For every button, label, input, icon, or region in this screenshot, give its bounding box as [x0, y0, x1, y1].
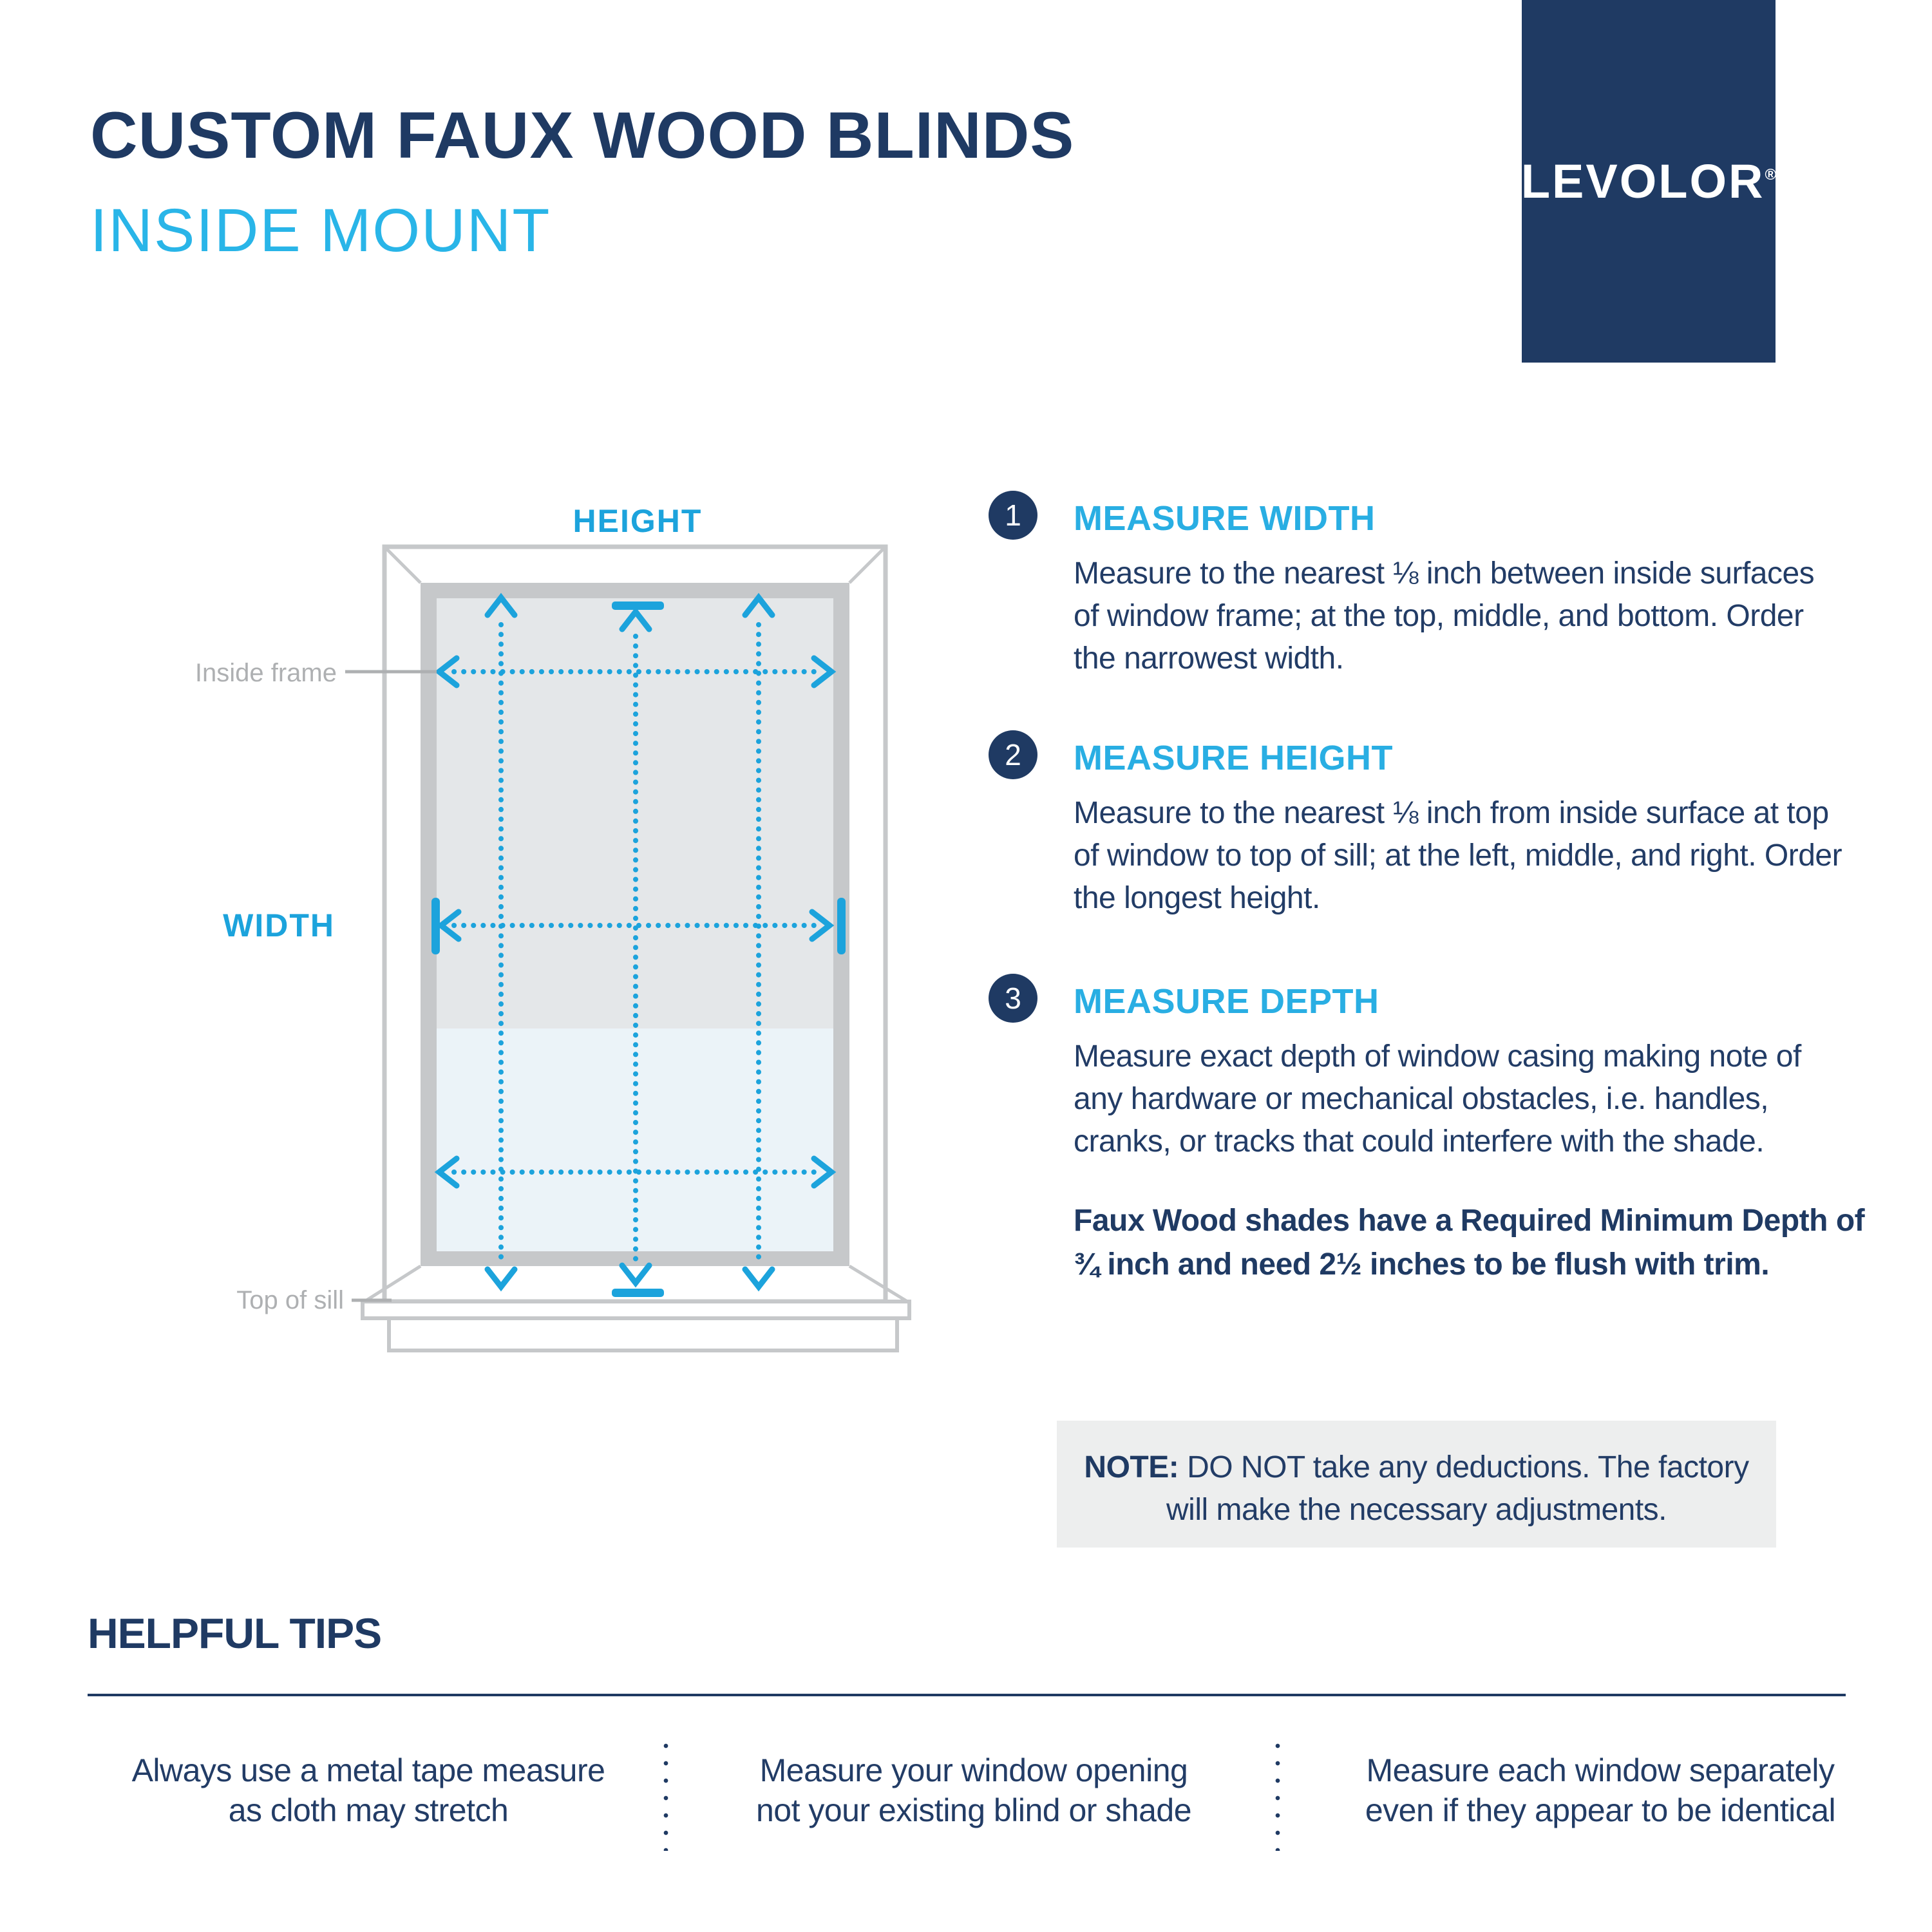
step-measure-width: [989, 491, 1871, 680]
step-content: [1074, 491, 1871, 680]
tip-line-1: Always use a metal tape measure: [131, 1752, 605, 1788]
tip-line-1: Measure each window separately: [1366, 1752, 1835, 1788]
tip-line-2: not your existing blind or shade: [755, 1792, 1192, 1828]
tip-line-2: even if they appear to be identical: [1365, 1792, 1836, 1828]
page-title: CUSTOM FAUX WOOD BLINDS: [90, 99, 1075, 172]
tip-dotted-divider: [1275, 1743, 1280, 1851]
brand-name: LEVOLOR: [1520, 155, 1765, 208]
note-label: NOTE:: [1084, 1450, 1179, 1484]
brand-logo: [1522, 0, 1776, 363]
width-end-bar-left: [431, 898, 440, 954]
step-body: Measure to the nearest ⅛ inch between inside surfaces of window frame; at the top, middle, and bottom. Order the narrowest width.: [1074, 556, 1815, 676]
step-number-badge: 3: [989, 974, 1037, 1023]
minimum-depth-note: Faux Wood shades have a Required Minimum Depth of ¾ inch and need 2½ inches to be flush with trim.: [1074, 1204, 1865, 1282]
tip-line-2: as cloth may stretch: [228, 1792, 509, 1828]
step-measure-depth: [989, 974, 1871, 1287]
step-title: MEASURE WIDTH: [1074, 499, 1376, 538]
tips-heading: HELPFUL TIPS: [88, 1609, 382, 1657]
brand-logo-text: [1521, 154, 1776, 209]
step-title: MEASURE HEIGHT: [1074, 739, 1394, 777]
tips-divider-rule: [88, 1694, 1846, 1696]
step-body: Measure to the nearest ⅛ inch from inside surface at top of window to top of sill; at the left, middle, and right. Order the longest height.: [1074, 796, 1842, 915]
tip-metal-tape: [79, 1750, 658, 1830]
note-text-2: will make the necessary adjustments.: [1166, 1493, 1667, 1527]
tip-measure-separately: [1311, 1750, 1890, 1830]
inside-frame-label: Inside frame: [194, 659, 337, 687]
bottom-measure-bar: [612, 1289, 664, 1297]
note-line-1: [1057, 1446, 1776, 1489]
step-measure-height: [989, 730, 1871, 920]
registered-mark: ®: [1765, 166, 1777, 184]
page-subtitle: INSIDE MOUNT: [90, 196, 551, 265]
sill-apron: [389, 1318, 897, 1350]
width-end-bar-right: [837, 898, 846, 954]
step-body: Measure exact depth of window casing making note of any hardware or mechanical obstacles, i.e. handles, cranks, or tracks that could interfere with the shade.: [1074, 1039, 1801, 1159]
tip-window-opening: [684, 1750, 1264, 1830]
height-label: HEIGHT: [573, 503, 703, 539]
width-label: WIDTH: [223, 907, 335, 943]
step-number-badge: 1: [989, 491, 1037, 540]
step-title: MEASURE DEPTH: [1074, 982, 1379, 1021]
tip-line-1: Measure your window opening: [759, 1752, 1188, 1788]
step-content: [1074, 730, 1871, 920]
tip-dotted-divider: [663, 1743, 668, 1851]
note-text-1: DO NOT take any deductions. The factory: [1187, 1450, 1749, 1484]
step-content: [1074, 974, 1871, 1287]
top-measure-bar: [612, 601, 664, 610]
step-number-badge: 2: [989, 730, 1037, 779]
sill-lip: [363, 1302, 909, 1318]
factory-note-box: [1057, 1421, 1776, 1548]
top-of-sill-label: Top of sill: [236, 1286, 344, 1314]
window-measure-diagram: [90, 496, 927, 1397]
